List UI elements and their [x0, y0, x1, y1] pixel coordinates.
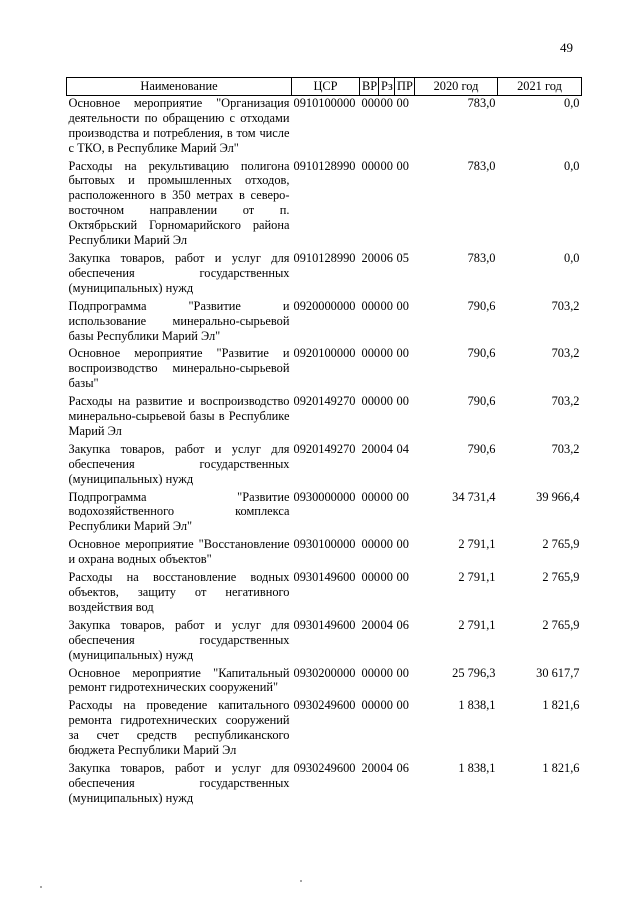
row-csr: 0920100000 — [293, 346, 356, 361]
header-2020: 2020 год — [415, 78, 498, 96]
row-rz: 04 — [380, 760, 393, 775]
row-name: Подпрограмма "Развитие и использование минерально-сырьевой базы Республики Марий Эл" — [68, 298, 290, 343]
row-name: Расходы на рекультивацию полигона бытовых и промышленных отходов, расположенного в 350 метрах в северо-восточном направлении от п. Октябрьский Горномарийского района Республики Марий Эл — [68, 158, 290, 248]
table-row — [67, 618, 582, 666]
table-row — [67, 299, 582, 347]
row-pr: 00 — [396, 95, 409, 110]
row-value-2021: 0,0 — [564, 95, 580, 110]
row-pr: 05 — [396, 250, 409, 265]
row-name: Расходы на развитие и воспроизводство минерально-сырьевой базы в Республике Марий Эл — [68, 394, 290, 438]
row-value-2020: 790,6 — [467, 394, 496, 409]
row-vr: 000 — [361, 489, 381, 504]
row-pr: 00 — [396, 570, 409, 585]
table-header — [67, 78, 582, 96]
table-row — [67, 698, 582, 761]
row-value-2020: 2 791,1 — [458, 537, 496, 552]
row-rz: 00 — [380, 665, 393, 680]
row-pr: 00 — [396, 665, 409, 680]
row-value-2021: 703,2 — [551, 298, 580, 313]
row-value-2021: 0,0 — [564, 250, 580, 265]
row-value-2020: 783,0 — [467, 95, 496, 110]
row-value-2020: 790,6 — [467, 441, 496, 456]
row-vr: 200 — [361, 441, 381, 456]
row-value-2021: 2 765,9 — [542, 537, 580, 552]
row-name: Основное мероприятие "Развитие и воспроизводство минерально-сырьевой базы" — [68, 346, 290, 391]
row-value-2021: 703,2 — [551, 346, 580, 361]
table-row — [67, 442, 582, 490]
row-pr: 00 — [396, 298, 409, 313]
row-name: Закупка товаров, работ и услуг для обеспечения государственных (муниципальных) нужд — [68, 250, 290, 295]
row-csr: 0910100000 — [293, 95, 356, 110]
row-value-2021: 703,2 — [551, 441, 580, 456]
row-rz: 00 — [380, 346, 393, 361]
row-vr: 000 — [361, 698, 381, 713]
row-vr: 000 — [361, 394, 381, 409]
budget-table — [66, 77, 582, 809]
table-row — [67, 95, 582, 158]
row-rz: 00 — [380, 489, 393, 504]
row-name: Основное мероприятие "Организация деятельности по обращению с отходами производства и потребления, в том числе с ТКО, в Республике Марий Эл" — [68, 95, 290, 155]
row-vr: 000 — [361, 665, 381, 680]
row-value-2020: 790,6 — [467, 298, 496, 313]
row-name: Основное мероприятие "Капитальный ремонт гидротехнических сооружений" — [68, 665, 290, 695]
row-pr: 00 — [396, 346, 409, 361]
table-body — [67, 95, 582, 808]
row-value-2021: 2 765,9 — [542, 617, 580, 632]
row-rz: 06 — [380, 250, 393, 265]
row-value-2020: 1 838,1 — [458, 698, 496, 713]
row-value-2020: 783,0 — [467, 250, 496, 265]
row-rz: 00 — [380, 537, 393, 552]
header-name: Наименование — [67, 78, 292, 96]
header-csr: ЦСР — [292, 78, 360, 96]
scan-speck — [300, 880, 302, 882]
row-csr: 0930249600 — [293, 760, 356, 775]
row-vr: 000 — [361, 298, 381, 313]
row-pr: 00 — [396, 394, 409, 409]
row-csr: 0930100000 — [293, 537, 356, 552]
row-rz: 00 — [380, 394, 393, 409]
row-vr: 000 — [361, 537, 381, 552]
row-value-2020: 2 791,1 — [458, 570, 496, 585]
row-value-2020: 25 796,3 — [452, 665, 496, 680]
row-csr: 0930200000 — [293, 665, 356, 680]
row-pr: 00 — [396, 698, 409, 713]
row-csr: 0930000000 — [293, 489, 356, 504]
table-row — [67, 537, 582, 570]
row-rz: 04 — [380, 441, 393, 456]
table-row — [67, 666, 582, 699]
header-pr: ПР — [395, 78, 415, 96]
row-vr: 200 — [361, 760, 381, 775]
row-csr: 0930149600 — [293, 617, 356, 632]
row-vr: 000 — [361, 346, 381, 361]
row-vr: 200 — [361, 250, 381, 265]
row-rz: 00 — [380, 698, 393, 713]
row-pr: 06 — [396, 617, 409, 632]
row-name: Расходы на проведение капитального ремонта гидротехнических сооружений за счет средств республиканского бюджета Республики Марий Эл — [68, 698, 290, 758]
row-value-2020: 783,0 — [467, 158, 496, 173]
row-csr: 0930249600 — [293, 698, 356, 713]
row-value-2021: 1 821,6 — [542, 760, 580, 775]
table-row — [67, 251, 582, 299]
table-row — [67, 346, 582, 394]
page-number: 49 — [560, 40, 573, 55]
row-value-2021: 2 765,9 — [542, 570, 580, 585]
row-value-2020: 790,6 — [467, 346, 496, 361]
row-name: Закупка товаров, работ и услуг для обеспечения государственных (муниципальных) нужд — [68, 760, 290, 805]
table-row — [67, 159, 582, 251]
row-csr: 0930149600 — [293, 570, 356, 585]
row-csr: 0920149270 — [293, 394, 356, 409]
table-row — [67, 490, 582, 538]
row-pr: 04 — [396, 441, 409, 456]
table-row — [67, 761, 582, 809]
row-csr: 0910128990 — [293, 250, 356, 265]
row-value-2021: 0,0 — [564, 158, 580, 173]
row-vr: 000 — [361, 95, 381, 110]
header-rz: Рз — [379, 78, 395, 96]
table-row — [67, 394, 582, 442]
row-pr: 00 — [396, 489, 409, 504]
header-vr: ВР — [360, 78, 379, 96]
row-value-2021: 39 966,4 — [536, 489, 580, 504]
row-name: Закупка товаров, работ и услуг для обеспечения государственных (муниципальных) нужд — [68, 441, 290, 486]
row-value-2021: 30 617,7 — [536, 665, 580, 680]
row-value-2020: 34 731,4 — [452, 489, 496, 504]
row-name: Основное мероприятие "Восстановление и охрана водных объектов" — [68, 537, 290, 567]
row-rz: 00 — [380, 95, 393, 110]
row-csr: 0920000000 — [293, 298, 356, 313]
row-pr: 06 — [396, 760, 409, 775]
row-vr: 200 — [361, 617, 381, 632]
row-rz: 00 — [380, 570, 393, 585]
row-value-2020: 2 791,1 — [458, 617, 496, 632]
row-pr: 00 — [396, 537, 409, 552]
row-name: Расходы на восстановление водных объектов, защиту от негативного воздействия вод — [68, 570, 290, 614]
row-name: Подпрограмма "Развитие водохозяйственного комплекса Республики Марий Эл" — [68, 489, 290, 534]
row-pr: 00 — [396, 158, 409, 173]
row-rz: 00 — [380, 158, 393, 173]
row-value-2020: 1 838,1 — [458, 760, 496, 775]
scan-speck — [40, 886, 42, 888]
header-2021: 2021 год — [498, 78, 582, 96]
row-name: Закупка товаров, работ и услуг для обеспечения государственных (муниципальных) нужд — [68, 617, 290, 662]
row-value-2021: 703,2 — [551, 394, 580, 409]
row-rz: 04 — [380, 617, 393, 632]
row-vr: 000 — [361, 570, 381, 585]
row-value-2021: 1 821,6 — [542, 698, 580, 713]
row-vr: 000 — [361, 158, 381, 173]
row-csr: 0920149270 — [293, 441, 356, 456]
table-row — [67, 570, 582, 618]
row-csr: 0910128990 — [293, 158, 356, 173]
row-rz: 00 — [380, 298, 393, 313]
